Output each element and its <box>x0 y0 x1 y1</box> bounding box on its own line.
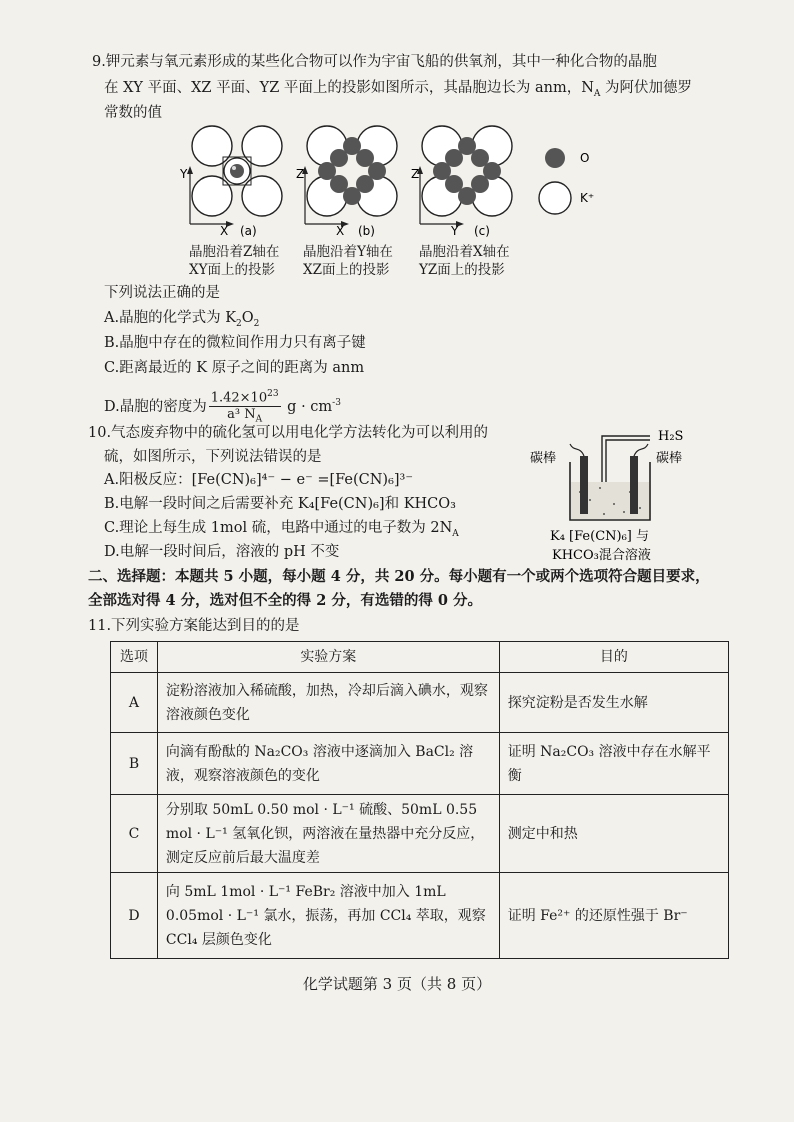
header-goal: 目的 <box>499 642 728 673</box>
q9-option-c: C.距离最近的 K 原子之间的距离为 anm <box>104 360 365 376</box>
q10-option-c: C.理论上每生成 1mol 硫，电路中通过的电子数为 $2N_A$ <box>104 520 459 539</box>
row-option: C <box>111 795 158 873</box>
electrolysis-figure <box>530 422 730 562</box>
q10-line2: 硫，如图所示，下列说法错误的是 <box>104 449 322 465</box>
row-goal: 证明 Na₂CO₃ 溶液中存在水解平衡 <box>499 733 728 795</box>
row-option: D <box>111 873 158 959</box>
axis-z-c: Z <box>411 167 420 181</box>
caption-b-1: 晶胞沿着Y轴在 <box>303 244 393 260</box>
h2s-label: H₂S <box>658 429 684 444</box>
axis-y-a: Y <box>180 167 188 181</box>
table-header-row <box>111 642 729 673</box>
label-a: (a) <box>240 224 257 238</box>
row-goal: 证明 Fe²⁺ 的还原性强于 Br⁻ <box>499 873 728 959</box>
table-row <box>111 873 729 959</box>
q9-line3: 常数的值 <box>104 105 162 121</box>
caption-b-2: XZ面上的投影 <box>303 262 390 278</box>
legend-o-label: O <box>580 151 590 165</box>
left-electrode-label: 碳棒 <box>530 451 557 466</box>
legend-k-label: K⁺ <box>580 191 595 205</box>
section2-line1: 二、选择题：本题共 5 小题，每小题 4 分，共 20 分。每小题有一个或两个选项符合题目要求， <box>88 568 710 585</box>
projection-c <box>417 126 512 227</box>
q11-title: 11.下列实验方案能达到目的的是 <box>88 618 300 634</box>
row-goal: 测定中和热 <box>499 795 728 873</box>
solution-label-1: K₄ [Fe(CN)₆] 与 <box>550 529 650 544</box>
q10-option-a: A.阳极反应：[Fe(CN)₆]⁴⁻ − e⁻ =[Fe(CN)₆]³⁻ <box>104 472 414 488</box>
q10-option-b: B.电解一段时间之后需要补充 K₄[Fe(CN)₆]和 KHCO₃ <box>104 496 456 512</box>
caption-c-2: YZ面上的投影 <box>419 262 505 278</box>
section2-line2: 全部选对得 4 分，选对但不全的得 2 分，有选错的得 0 分。 <box>88 592 483 609</box>
row-option: A <box>111 673 158 733</box>
q9-line2: 在 XY 平面、XZ 平面、YZ 平面上的投影如图所示，其晶胞边长为 anm，$N_A$ 为阿伏加德罗 <box>104 80 693 99</box>
label-c: (c) <box>474 224 490 238</box>
q10-line1: 10.气态废弃物中的硫化氢可以用电化学方法转化为可以利用的 <box>88 425 489 441</box>
row-plan: 向 5mL 1mol · L⁻¹ FeBr₂ 溶液中加入 1mL 0.05mol · L⁻¹ 氯水，振荡，再加 CCl₄ 萃取，观察 CCl₄ 层颜色变化 <box>157 873 499 959</box>
axis-z-b: Z <box>296 167 305 181</box>
page-footer: 化学试题第 3 页（共 8 页） <box>302 975 492 993</box>
q9-option-b: B.晶胞中存在的微粒间作用力只有离子键 <box>104 335 366 351</box>
q9-option-a: A.晶胞的化学式为 $K_2O_2$ <box>104 310 260 329</box>
axis-y-c: Y <box>451 224 459 238</box>
experiment-table <box>110 641 729 959</box>
axis-x-a: X <box>220 224 229 238</box>
caption-a-1: 晶胞沿着Z轴在 <box>189 244 280 260</box>
row-option: B <box>111 733 158 795</box>
row-plan: 分别取 50mL 0.50 mol · L⁻¹ 硫酸、50mL 0.55 mol · L⁻¹ 氢氧化钡，两溶液在量热器中充分反应，测定反应前后最大温度差 <box>157 795 499 873</box>
header-option: 选项 <box>111 642 158 673</box>
q10-option-d: D.电解一段时间后，溶液的 pH 不变 <box>104 544 340 560</box>
density-fraction: $\frac{1.42\times 10^{23}}{a^3 N_A}$ <box>209 386 281 428</box>
legend-k-atom <box>539 182 571 214</box>
caption-c-1: 晶胞沿着X轴在 <box>419 244 510 260</box>
table-row <box>111 795 729 873</box>
q9-option-d: D.晶胞的密度为 $\frac{1.42\times 10^{23}}{a^3 N_A}$ $g \cdot cm^{-3}$ <box>104 386 341 428</box>
q9-prompt: 下列说法正确的是 <box>104 285 220 301</box>
q9-line1: 9.钾元素与氧元素形成的某些化合物可以作为宇宙飞船的供氧剂，其中一种化合物的晶胞 <box>92 54 657 70</box>
right-electrode-label: 碳棒 <box>656 451 683 466</box>
caption-a-2: XY面上的投影 <box>189 262 276 278</box>
row-plan: 淀粉溶液加入稀硫酸，加热，冷却后滴入碘水，观察溶液颜色变化 <box>157 673 499 733</box>
row-plan: 向滴有酚酞的 Na₂CO₃ 溶液中逐滴加入 BaCl₂ 溶液，观察溶液颜色的变化 <box>157 733 499 795</box>
axis-x-b: X <box>336 224 345 238</box>
projection-b <box>302 126 397 227</box>
label-b: (b) <box>358 224 375 238</box>
table-row <box>111 733 729 795</box>
table-row <box>111 673 729 733</box>
header-plan: 实验方案 <box>157 642 499 673</box>
projection-a <box>187 126 282 227</box>
legend-o-atom <box>545 148 565 168</box>
solution-label-2: KHCO₃混合溶液 <box>552 548 651 562</box>
row-goal: 探究淀粉是否发生水解 <box>499 673 728 733</box>
